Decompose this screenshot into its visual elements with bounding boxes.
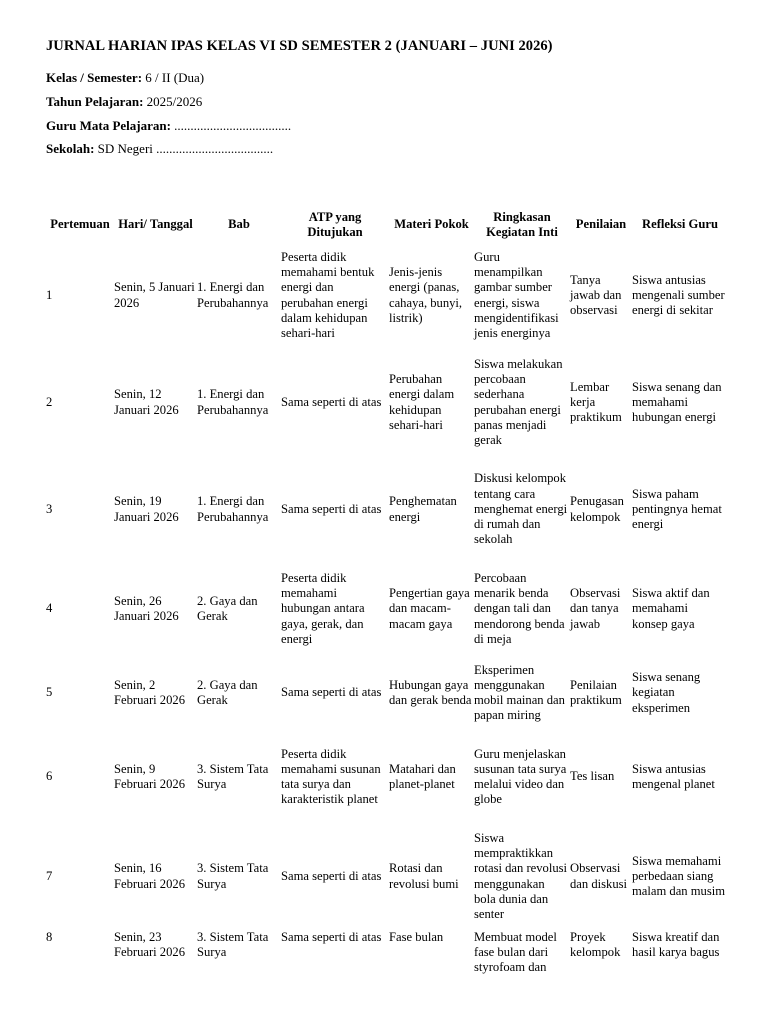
cell-tanggal: Senin, 2 Februari 2026 [114,677,185,707]
meta-sekolah-label: Sekolah: [46,141,95,156]
cell-refleksi: Siswa antusias mengenal planet [632,761,715,791]
cell-tanggal: Senin, 5 Januari 2026 [114,280,195,310]
cell-penilaian: Tes lisan [570,769,615,784]
table-header-row [46,208,728,242]
cell-penilaian: Lembar kerja praktikum [570,379,622,425]
cell-materi: Pengertian gaya dan macam-macam gaya [389,586,470,631]
cell-bab: 3. Sistem Tata Surya [197,861,269,891]
cell-bab: 3. Sistem Tata Surya [197,930,269,960]
table-row [46,242,728,349]
cell-kegiatan: Siswa mempraktikkan rotasi dan revolusi menggunakan bola dunia dan senter [474,830,568,921]
cell-tanggal: Senin, 16 Februari 2026 [114,861,185,891]
cell-pertemuan: 6 [46,769,53,784]
cell-atp: Sama seperti di atas [281,501,382,516]
table-row [46,823,728,930]
cell-refleksi: Siswa memahami perbedaan siang malam dan musim [632,853,726,899]
cell-atp: Peserta didik memahami susunan tata surya dan karakteristik planet [281,746,381,807]
col-header-materi: Materi Pokok [394,217,469,232]
cell-pertemuan: 1 [46,287,53,302]
cell-materi: Perubahan energi dalam kehidupan sehari-hari [389,372,455,432]
cell-materi: Hubungan gaya dan gerak benda [389,677,472,707]
table-row [46,930,728,990]
meta-guru-value: .................................... [174,118,292,133]
col-header-bab: Bab [228,217,250,232]
cell-materi: Rotasi dan revolusi bumi [389,861,459,891]
meta-tahun [46,94,202,110]
cell-tanggal: Senin, 19 Januari 2026 [114,494,179,524]
journal-table [46,208,728,990]
table-row [46,456,728,563]
meta-guru-label: Guru Mata Pelajaran: [46,118,171,133]
meta-tahun-value: 2025/2026 [146,94,203,109]
col-header-pertemuan: Pertemuan [50,217,110,232]
page-title: JURNAL HARIAN IPAS KELAS VI SD SEMESTER 2 (JANUARI – JUNI 2026) [46,38,553,54]
meta-kelas-value: 6 / II (Dua) [145,70,205,85]
cell-kegiatan: Membuat model fase bulan dari styrofoam dan [474,930,557,975]
cell-penilaian: Observasi dan tanya jawab [570,586,621,631]
cell-tanggal: Senin, 23 Februari 2026 [114,930,185,960]
meta-sekolah-value: SD Negeri .................................... [97,141,274,156]
meta-kelas-label: Kelas / Semester: [46,70,143,85]
cell-penilaian: Proyek kelompok [570,930,621,960]
cell-bab: 1. Energi dan Perubahannya [197,387,269,417]
cell-materi: Penghematan energi [389,494,457,524]
table-row [46,563,728,655]
cell-atp: Sama seperti di atas [281,930,382,944]
cell-tanggal: Senin, 12 Januari 2026 [114,387,179,417]
cell-refleksi: Siswa antusias mengenali sumber energi di sekitar [632,272,725,318]
cell-penilaian: Penugasan kelompok [570,494,624,524]
cell-refleksi: Siswa kreatif dan hasil karya bagus [632,930,720,960]
cell-bab: 1. Energi dan Perubahannya [197,280,269,310]
meta-sekolah [46,141,273,157]
meta-kelas [46,70,204,86]
col-header-kegiatan: Ringkasan Kegiatan Inti [486,209,558,239]
table-row [46,349,728,456]
cell-refleksi: Siswa aktif dan memahami konsep gaya [632,586,710,631]
table-row [46,655,728,731]
cell-atp: Sama seperti di atas [281,685,382,700]
cell-materi: Matahari dan planet-planet [389,761,456,791]
cell-bab: 2. Gaya dan Gerak [197,677,258,707]
cell-bab: 2. Gaya dan Gerak [197,593,258,623]
cell-atp: Sama seperti di atas [281,868,382,883]
cell-atp: Sama seperti di atas [281,394,382,409]
cell-refleksi: Siswa senang dan memahami hubungan energi [632,379,722,425]
table-row [46,731,728,823]
cell-materi: Jenis-jenis energi (panas, cahaya, bunyi, listrik) [389,265,463,325]
cell-pertemuan: 4 [46,601,53,616]
cell-pertemuan: 7 [46,868,53,883]
cell-penilaian: Tanya jawab dan observasi [570,272,622,318]
cell-materi: Fase bulan [389,930,444,944]
cell-pertemuan: 2 [46,394,53,409]
cell-tanggal: Senin, 26 Januari 2026 [114,593,179,623]
cell-kegiatan: Percobaan menarik benda dengan tali dan mendorong benda di meja [474,570,565,646]
col-header-penilaian: Penilaian [575,217,627,232]
meta-guru [46,118,291,134]
cell-kegiatan: Siswa melakukan percobaan sederhana perubahan energi panas menjadi gerak [474,356,563,447]
cell-bab: 3. Sistem Tata Surya [197,761,269,791]
col-header-refleksi: Refleksi Guru [642,217,718,232]
cell-refleksi: Siswa senang kegiatan eksperimen [632,670,701,715]
cell-atp: Peserta didik memahami hubungan antara gaya, gerak, dan energi [281,570,365,646]
cell-pertemuan: 5 [46,685,53,700]
cell-penilaian: Observasi dan diskusi [570,861,628,891]
cell-kegiatan: Guru menjelaskan susunan tata surya melalui video dan globe [474,746,567,807]
col-header-atp: ATP yang Ditujukan [307,209,363,239]
cell-bab: 1. Energi dan Perubahannya [197,494,269,524]
cell-kegiatan: Guru menampilkan gambar sumber energi, siswa mengidentifikasi jenis energinya [474,249,559,340]
cell-pertemuan: 8 [46,930,53,944]
cell-refleksi: Siswa paham pentingnya hemat energi [632,486,722,532]
cell-pertemuan: 3 [46,501,53,516]
cell-penilaian: Penilaian praktikum [570,677,622,707]
col-header-tanggal: Hari/ Tanggal [118,217,193,232]
cell-kegiatan: Diskusi kelompok tentang cara menghemat energi di rumah dan sekolah [474,471,568,547]
cell-kegiatan: Eksperimen menggunakan mobil mainan dan papan miring [474,662,565,723]
cell-tanggal: Senin, 9 Februari 2026 [114,761,185,791]
meta-tahun-label: Tahun Pelajaran: [46,94,144,109]
cell-atp: Peserta didik memahami bentuk energi dan perubahan energi dalam kehidupan sehari-hari [281,249,375,340]
